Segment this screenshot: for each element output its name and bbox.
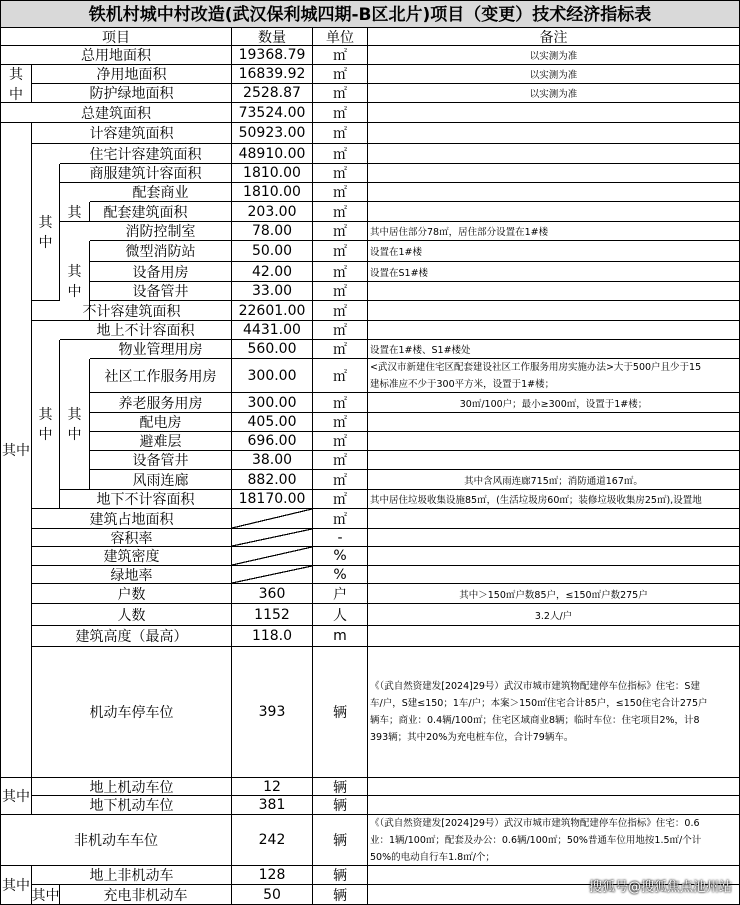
row-label-refuge: 避难层	[90, 432, 232, 451]
row-qty-res-far: 48910.00	[232, 144, 313, 164]
row-note-com-far	[368, 164, 740, 183]
row-label-car-park: 机动车停车位	[32, 647, 232, 778]
row-qty-sup-build: 203.00	[232, 202, 313, 222]
group-bike-qizhong: 其中	[32, 885, 60, 905]
group-nonfar-qizhong	[32, 340, 60, 509]
row-note-green-land: 以实测为准	[368, 84, 740, 103]
row-label-far-build: 计容建筑面积	[32, 123, 232, 144]
group-char-zhong: 中	[9, 86, 23, 103]
row-unit-above-nonfar: ㎡	[313, 321, 368, 340]
row-unit-total-land: ㎡	[313, 46, 368, 65]
header-unit: 单位	[313, 28, 368, 46]
row-label-corridor: 风雨连廊	[90, 470, 232, 490]
row-label-sup-build: 配套建筑面积	[60, 202, 232, 222]
row-qty-equip-shaft: 33.00	[232, 282, 313, 301]
row-qty-property: 560.00	[232, 340, 313, 359]
row-qty-above-car: 12	[232, 778, 313, 796]
row-unit-refuge: ㎡	[313, 432, 368, 451]
row-label-net-land: 净用地面积	[32, 65, 232, 84]
row-qty-charge-bike: 50	[232, 885, 313, 905]
row-label-res-far: 住宅计容建筑面积	[60, 144, 232, 164]
row-note-density	[368, 547, 740, 566]
row-qty-fire-ctrl: 78.00	[232, 222, 313, 241]
row-note-height	[368, 626, 740, 647]
row-unit-density: %	[313, 547, 368, 566]
row-note-nonfar	[368, 301, 740, 321]
row-qty-far-build: 50923.00	[232, 123, 313, 144]
row-qty-com-far: 1810.00	[232, 164, 313, 183]
row-qty-total-land: 19368.79	[232, 46, 313, 65]
row-unit-under-car: 辆	[313, 796, 368, 815]
row-unit-property: ㎡	[313, 340, 368, 359]
row-label-nonfar: 不计容建筑面积	[32, 301, 232, 321]
row-qty-mini-fire: 50.00	[232, 241, 313, 262]
row-unit-sup-build: ㎡	[313, 202, 368, 222]
group-char-zhong: 中	[67, 427, 82, 443]
row-note-power	[368, 413, 740, 432]
row-label-equip-room: 设备用房	[90, 262, 232, 282]
row-label-above-car: 地上机动车位	[32, 778, 232, 796]
row-note-above-car	[368, 778, 740, 796]
row-qty-above-nonfar: 4431.00	[232, 321, 313, 340]
row-note-sup-build	[368, 202, 740, 222]
row-label-shaft2: 设备管井	[90, 451, 232, 470]
row-unit-charge-bike: 辆	[313, 885, 368, 905]
row-qty-footprint	[232, 509, 313, 529]
row-unit-sup-com: ㎡	[313, 183, 368, 202]
row-qty-power: 405.00	[232, 413, 313, 432]
row-note-net-land: 以实测为准	[368, 65, 740, 84]
row-unit-green-ratio: %	[313, 566, 368, 584]
table-title: 铁机村城中村改造(武汉保利城四期-B区北片)项目（变更）技术经济指标表	[0, 0, 740, 28]
row-note-equip-room: 设置在S1#楼	[368, 262, 740, 282]
row-qty-total-build: 73524.00	[232, 103, 313, 123]
row-note-mini-fire: 设置在1#楼	[368, 241, 740, 262]
row-qty-sup-com: 1810.00	[232, 183, 313, 202]
row-label-total-land: 总用地面积	[1, 46, 232, 65]
row-label-total-build: 总建筑面积	[1, 103, 232, 123]
header-item: 项目	[1, 28, 232, 46]
row-note-corridor: 其中含风雨连廊715㎡；消防通道167㎡。	[368, 470, 740, 490]
row-qty-under-car: 381	[232, 796, 313, 815]
row-label-above-nonfar: 地上不计容面积	[60, 321, 232, 340]
row-note-car-park: 《（武自然资建发[2024]29号）武汉市城市建筑物配建停车位指标》住宅：S建 车/户，S建≤150；1车/户；本案＞150㎡住宅合计85户，≤150住宅合计275户 辆车；商业：0.4辆/100㎡；住宅区域商业8辆；临时车位：住宅项目2%，计8 393辆；其中20%为充电桩车位，合计79辆车。	[368, 647, 740, 778]
row-unit-bike-park: 辆	[313, 815, 368, 866]
row-label-bike-park: 非机动车车位	[1, 815, 232, 866]
row-note-total-build	[368, 103, 740, 123]
row-unit-far-ratio: -	[313, 529, 368, 547]
group-far-qizhong	[32, 164, 60, 301]
row-qty-above-bike: 128	[232, 866, 313, 885]
group-char-zhong: 中	[38, 235, 53, 251]
row-qty-people: 1152	[232, 604, 313, 626]
row-unit-elderly: ㎡	[313, 393, 368, 413]
watermark: 搜狐号@搜狐焦点池州站	[588, 880, 732, 895]
row-label-green-ratio: 绿地率	[32, 566, 232, 584]
row-unit-fire-ctrl: ㎡	[313, 222, 368, 241]
row-qty-net-land: 16839.92	[232, 65, 313, 84]
row-note-sup-com	[368, 183, 740, 202]
row-unit-mini-fire: ㎡	[313, 241, 368, 262]
group-com-qi: 其	[60, 202, 90, 222]
row-note-total-land: 以实测为准	[368, 46, 740, 65]
row-label-fire-ctrl: 消防控制室	[90, 222, 232, 241]
group-char-qi: 其	[38, 407, 53, 423]
group-char-qi: 其	[67, 407, 82, 423]
row-unit-height: m	[313, 626, 368, 647]
row-unit-far-build: ㎡	[313, 123, 368, 144]
row-label-com-far: 商服建筑计容面积	[60, 164, 232, 183]
row-qty-community: 300.00	[232, 359, 313, 393]
row-unit-com-far: ㎡	[313, 164, 368, 183]
row-unit-community: ㎡	[313, 359, 368, 393]
header-qty: 数量	[232, 28, 313, 46]
row-qty-refuge: 696.00	[232, 432, 313, 451]
group-char-zhong: 中	[67, 283, 82, 300]
row-qty-shaft2: 38.00	[232, 451, 313, 470]
row-note-far-ratio	[368, 529, 740, 547]
row-unit-green-land: ㎡	[313, 84, 368, 103]
row-qty-households: 360	[232, 584, 313, 604]
row-label-density: 建筑密度	[32, 547, 232, 566]
row-label-people: 人数	[32, 604, 232, 626]
row-label-power: 配电房	[90, 413, 232, 432]
row-qty-equip-room: 42.00	[232, 262, 313, 282]
row-unit-under-nonfar: ㎡	[313, 490, 368, 509]
row-label-far-ratio: 容积率	[32, 529, 232, 547]
group-char-qi: 其	[67, 263, 82, 280]
row-label-green-land: 防护绿地面积	[32, 84, 232, 103]
row-unit-net-land: ㎡	[313, 65, 368, 84]
row-note-people: 3.2人/户	[368, 604, 740, 626]
header-note: 备注	[368, 28, 740, 46]
group-char-zhong: 中	[38, 427, 53, 443]
row-note-bike-park: 《（武自然资建发[2024]29号）武汉市城市建筑物配建停车位指标》住宅：0.6 业：1辆/100㎡；配套及办公：0.6辆/100㎡；50%普通车位用地按1.5㎡/个计 50%的电动自行车1.8㎡/个；	[368, 815, 740, 866]
row-label-sup-com: 配套商业	[90, 183, 232, 202]
row-note-green-ratio	[368, 566, 740, 584]
row-label-under-car: 地下机动车位	[32, 796, 232, 815]
row-unit-total-build: ㎡	[313, 103, 368, 123]
row-unit-corridor: ㎡	[313, 470, 368, 490]
row-note-refuge	[368, 432, 740, 451]
row-note-res-far	[368, 144, 740, 164]
row-unit-nonfar: ㎡	[313, 301, 368, 321]
row-note-under-car	[368, 796, 740, 815]
row-unit-equip-shaft: ㎡	[313, 282, 368, 301]
row-unit-res-far: ㎡	[313, 144, 368, 164]
row-note-equip-shaft	[368, 282, 740, 301]
row-label-equip-shaft: 设备管井	[90, 282, 232, 301]
row-qty-height: 118.0	[232, 626, 313, 647]
row-note-under-nonfar: 其中居住垃圾收集设施85㎡，(生活垃圾房60㎡；装修垃圾收集房25㎡),设置地	[368, 490, 740, 509]
row-label-mini-fire: 微型消防站	[90, 241, 232, 262]
row-label-elderly: 养老服务用房	[90, 393, 232, 413]
row-label-households: 户数	[32, 584, 232, 604]
row-label-property: 物业管理用房	[90, 340, 232, 359]
row-qty-corridor: 882.00	[232, 470, 313, 490]
row-qty-density	[232, 547, 313, 566]
row-label-above-bike: 地上非机动车	[32, 866, 232, 885]
row-unit-power: ㎡	[313, 413, 368, 432]
row-unit-equip-room: ㎡	[313, 262, 368, 282]
row-unit-shaft2: ㎡	[313, 451, 368, 470]
row-unit-footprint: ㎡	[313, 509, 368, 529]
row-note-fire-ctrl: 其中居住部分78㎡，居住部分设置在1#楼	[368, 222, 740, 241]
row-qty-under-nonfar: 18170.00	[232, 490, 313, 509]
row-qty-bike-park: 242	[232, 815, 313, 866]
row-note-far-build	[368, 123, 740, 144]
group-above-qizhong	[60, 359, 90, 490]
row-qty-elderly: 300.00	[232, 393, 313, 413]
group-car-qizhong: 其中	[1, 778, 32, 815]
row-note-community: <武汉市新建住宅区配套建设社区工作服务用房实施办法>大于500户且少于15 建标准应不少于300平方米，设置于1#楼；	[368, 359, 740, 393]
row-unit-above-car: 辆	[313, 778, 368, 796]
row-unit-above-bike: 辆	[313, 866, 368, 885]
row-qty-nonfar: 22601.00	[232, 301, 313, 321]
group-land-qizhong	[1, 65, 32, 103]
row-qty-far-ratio	[232, 529, 313, 547]
group-build-qizhong: 其中	[1, 123, 32, 778]
row-note-elderly: 30㎡/100户；最小≥300㎡，设置于1#楼；	[368, 393, 740, 413]
row-note-shaft2	[368, 451, 740, 470]
group-char-qi: 其	[9, 66, 23, 83]
row-note-above-nonfar	[368, 321, 740, 340]
row-unit-households: 户	[313, 584, 368, 604]
row-qty-green-land: 2528.87	[232, 84, 313, 103]
row-qty-car-park: 393	[232, 647, 313, 778]
row-note-households: 其中＞150㎡户数85户，≤150㎡户数275户	[368, 584, 740, 604]
row-note-footprint	[368, 509, 740, 529]
row-unit-car-park: 辆	[313, 647, 368, 778]
row-label-charge-bike: 充电非机动车	[60, 885, 232, 905]
group-bike-blank: 其中	[1, 866, 32, 905]
group-char-qi: 其	[38, 215, 53, 231]
row-label-height: 建筑高度（最高）	[32, 626, 232, 647]
row-unit-people: 人	[313, 604, 368, 626]
row-qty-green-ratio	[232, 566, 313, 584]
row-label-footprint: 建筑占地面积	[32, 509, 232, 529]
row-label-community: 社区工作服务用房	[90, 359, 232, 393]
row-label-under-nonfar: 地下不计容面积	[60, 490, 232, 509]
row-note-property: 设置在1#楼、S1#楼处	[368, 340, 740, 359]
